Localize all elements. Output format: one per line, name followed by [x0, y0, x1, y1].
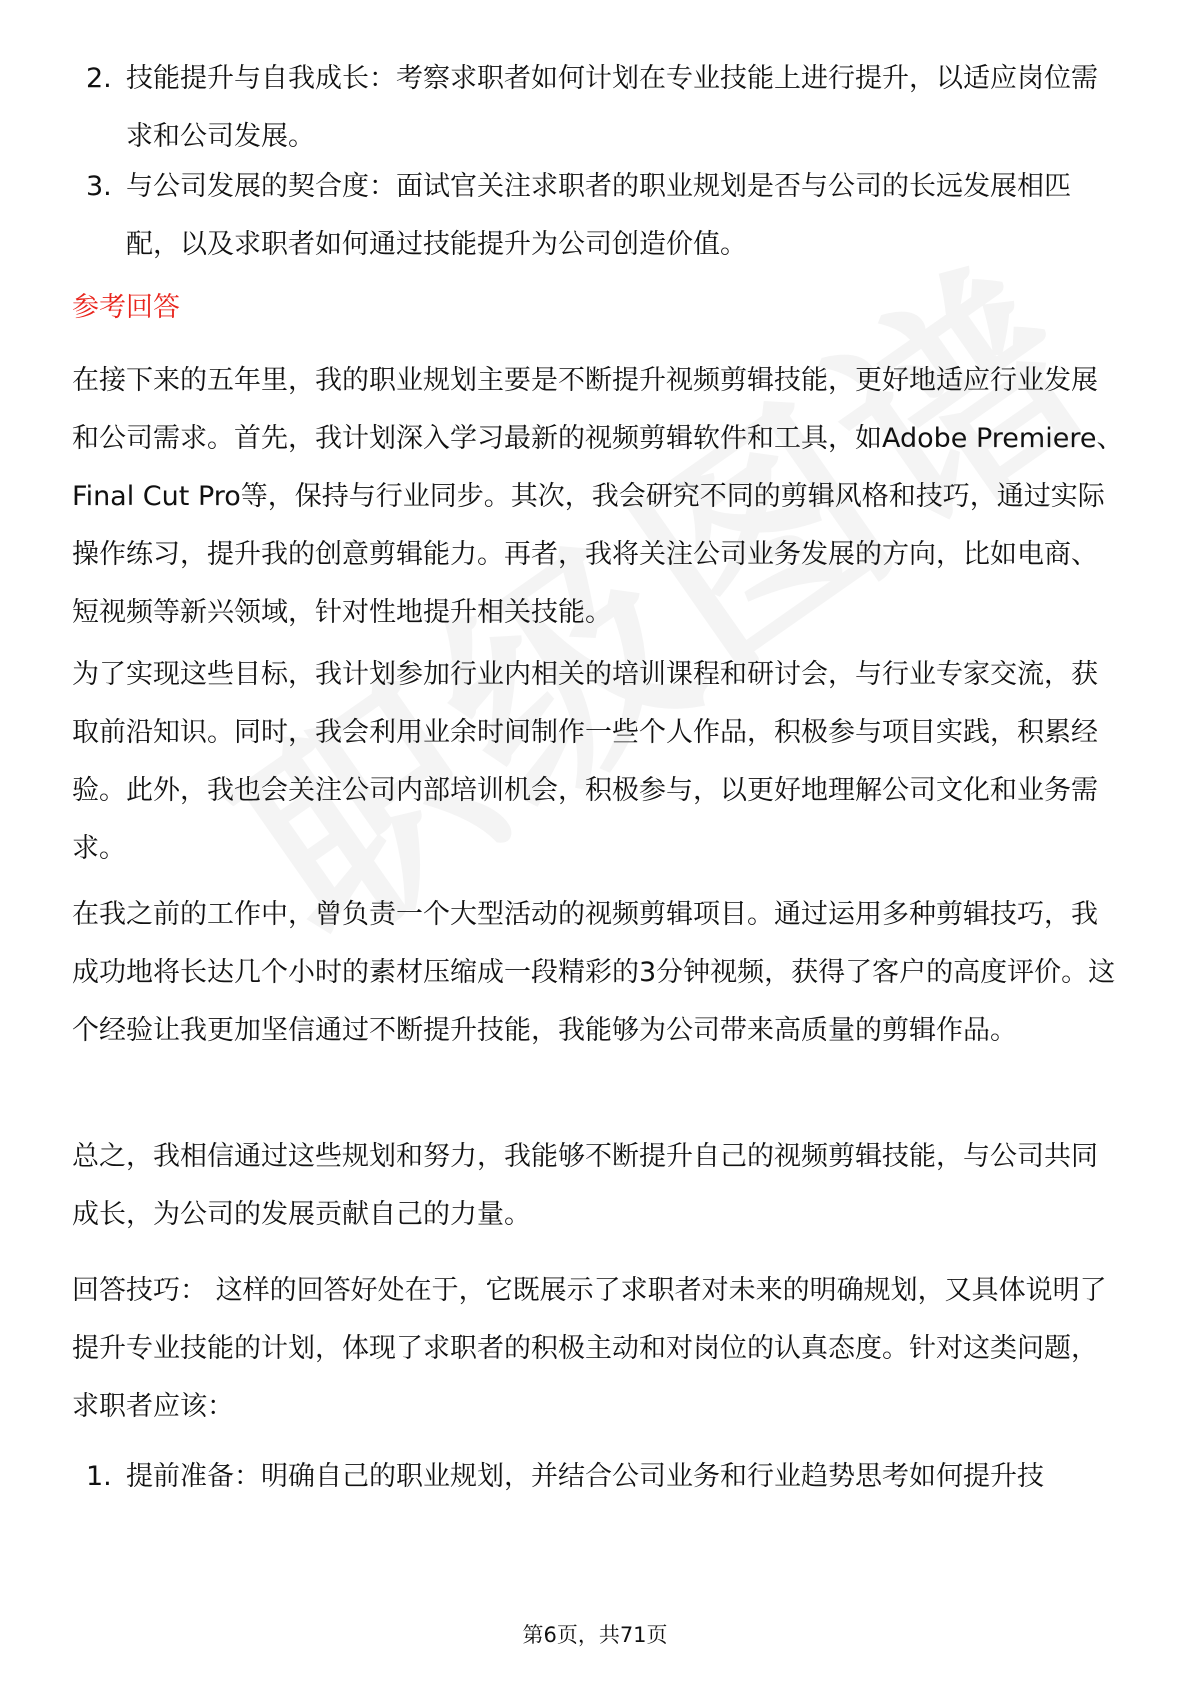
list-text: 与公司发展的契合度：面试官关注求职者的职业规划是否与公司的长远发展相匹配，以及求职者如何通过技能提升为公司创造价值。	[126, 171, 1071, 260]
paragraph-career-plan: 在接下来的五年里，我的职业规划主要是不断提升视频剪辑技能，更好地适应行业发展和公司需求。首先，我计划深入学习最新的视频剪辑软件和工具，如Adobe Premiere、Final Cut Pro等，保持与行业同步。其次，我会研究不同的剪辑风格和技巧，通过实际操作练习，提升我的创意剪辑能力。再者，我将关注公司业务发展的方向，比如电商、短视频等新兴领域，针对性地提升相关技能。	[72, 365, 1124, 628]
list-number: 2.	[86, 63, 112, 94]
section-heading-reference-answer: 参考回答	[72, 292, 180, 323]
paragraph-summary: 总之，我相信通过这些规划和努力，我能够不断提升自己的视频剪辑技能，与公司共同成长，为公司的发展贡献自己的力量。	[72, 1141, 1098, 1230]
criteria-item-3	[72, 158, 1124, 274]
list-number: 1.	[86, 1461, 112, 1492]
page-footer: 第6页，共71页	[522, 1623, 668, 1647]
criteria-item-2	[72, 50, 1124, 166]
paragraph-experience: 在我之前的工作中，曾负责一个大型活动的视频剪辑项目。通过运用多种剪辑技巧，我成功地将长达几个小时的素材压缩成一段精彩的3分钟视频，获得了客户的高度评价。这个经验让我更加坚信通过不断提升技能，我能够为公司带来高质量的剪辑作品。	[72, 899, 1116, 1046]
list-number: 3.	[86, 171, 112, 202]
list-text: 提前准备：明确自己的职业规划，并结合公司业务和行业趋势思考如何提升技	[126, 1461, 1044, 1492]
paragraph-answer-tips: 回答技巧： 这样的回答好处在于，它既展示了求职者对未来的明确规划，又具体说明了提升专业技能的计划，体现了求职者的积极主动和对岗位的认真态度。针对这类问题，求职者应该：	[72, 1275, 1107, 1422]
paragraph-goals: 为了实现这些目标，我计划参加行业内相关的培训课程和研讨会，与行业专家交流，获取前沿知识。同时，我会利用业余时间制作一些个人作品，积极参与项目实践，积累经验。此外，我也会关注公司内部培训机会，积极参与，以更好地理解公司文化和业务需求。	[72, 659, 1098, 864]
tip-item-1	[72, 1448, 1124, 1506]
list-text: 技能提升与自我成长：考察求职者如何计划在专业技能上进行提升，以适应岗位需求和公司发展。	[126, 63, 1098, 152]
